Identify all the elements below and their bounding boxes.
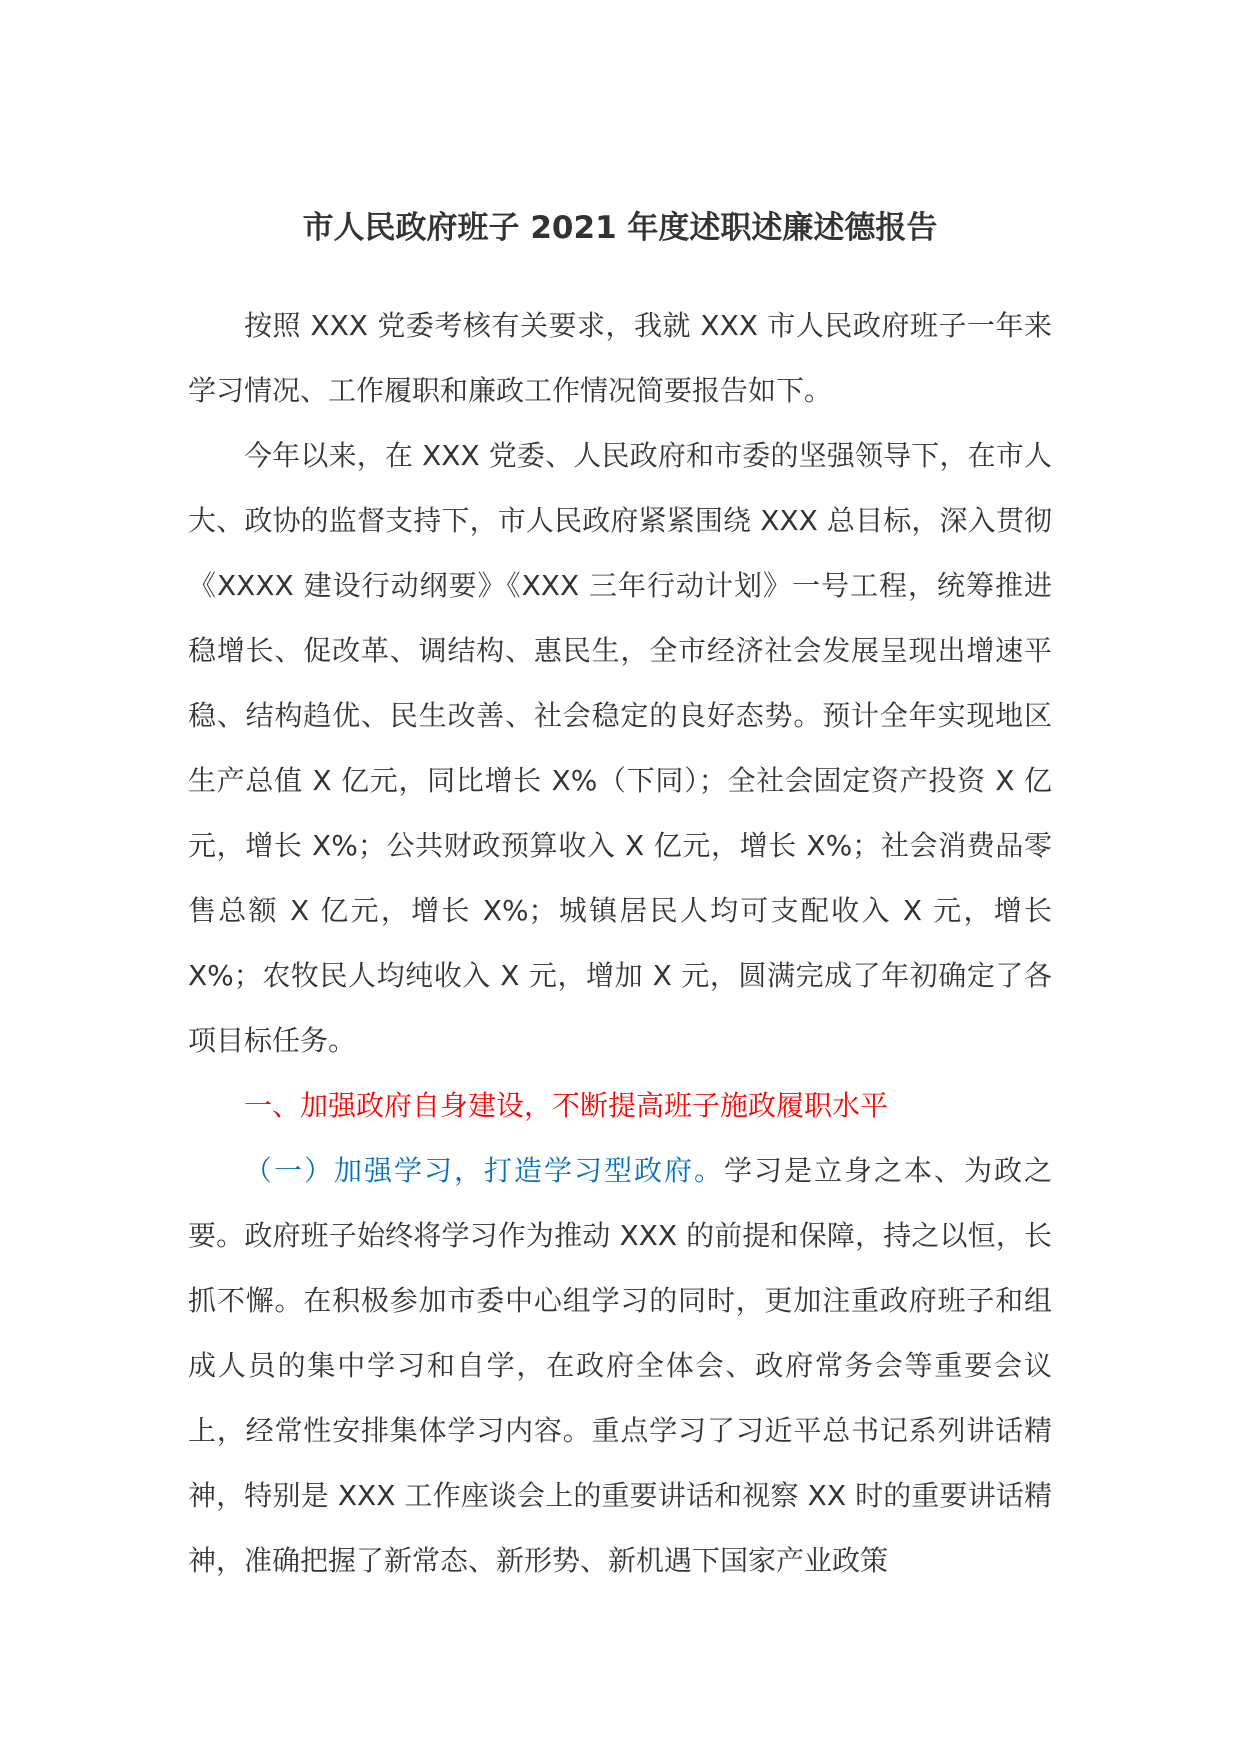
- paragraph-overview: 今年以来，在 XXX 党委、人民政府和市委的坚强领导下，在市人大、政协的监督支持下，市人民政府紧紧围绕 XXX 总目标，深入贯彻《XXXX 建设行动纲要》《XXX 三年行动计划》一号工程，统筹推进稳增长、促改革、调结构、惠民生，全市经济社会发展呈现出增速平稳、结构趋优、民生改善、社会稳定的良好态势。预计全年实现地区生产总值 X 亿元，同比增长 X%（下同）；全社会固定资产投资 X 亿元，增长 X%；公共财政预算收入 X 亿元，增长 X%；社会消费品零售总额 X 亿元，增长 X%；城镇居民人均可支配收入 X 元，增长 X%；农牧民人均纯收入 X 元，增加 X 元，圆满完成了年初确定了各项目标任务。: [188, 439, 1052, 1057]
- section-heading-1: 一、加强政府自身建设，不断提高班子施政履职水平: [244, 1089, 889, 1122]
- paragraph-intro: 按照 XXX 党委考核有关要求，我就 XXX 市人民政府班子一年来学习情况、工作履职和廉政工作情况简要报告如下。: [188, 309, 1052, 407]
- paragraph-subsection-1: [188, 1138, 1052, 1593]
- document-body: [188, 293, 1052, 1593]
- subsection-label-1: （一）加强学习，打造学习型政府。: [244, 1154, 724, 1187]
- document-title: 市人民政府班子 2021 年度述职述廉述德报告: [302, 210, 938, 246]
- subsection-text-1: 学习是立身之本、为政之要。政府班子始终将学习作为推动 XXX 的前提和保障，持之以恒，长抓不懈。在积极参加市委中心组学习的同时，更加注重政府班子和组成人员的集中学习和自学，在政府全体会、政府常务会等重要会议上，经常性安排集体学习内容。重点学习了习近平总书记系列讲话精神，特别是 XXX 工作座谈会上的重要讲话和视察 XX 时的重要讲话精神，准确把握了新常态、新形势、新机遇下国家产业政策: [188, 1154, 1052, 1577]
